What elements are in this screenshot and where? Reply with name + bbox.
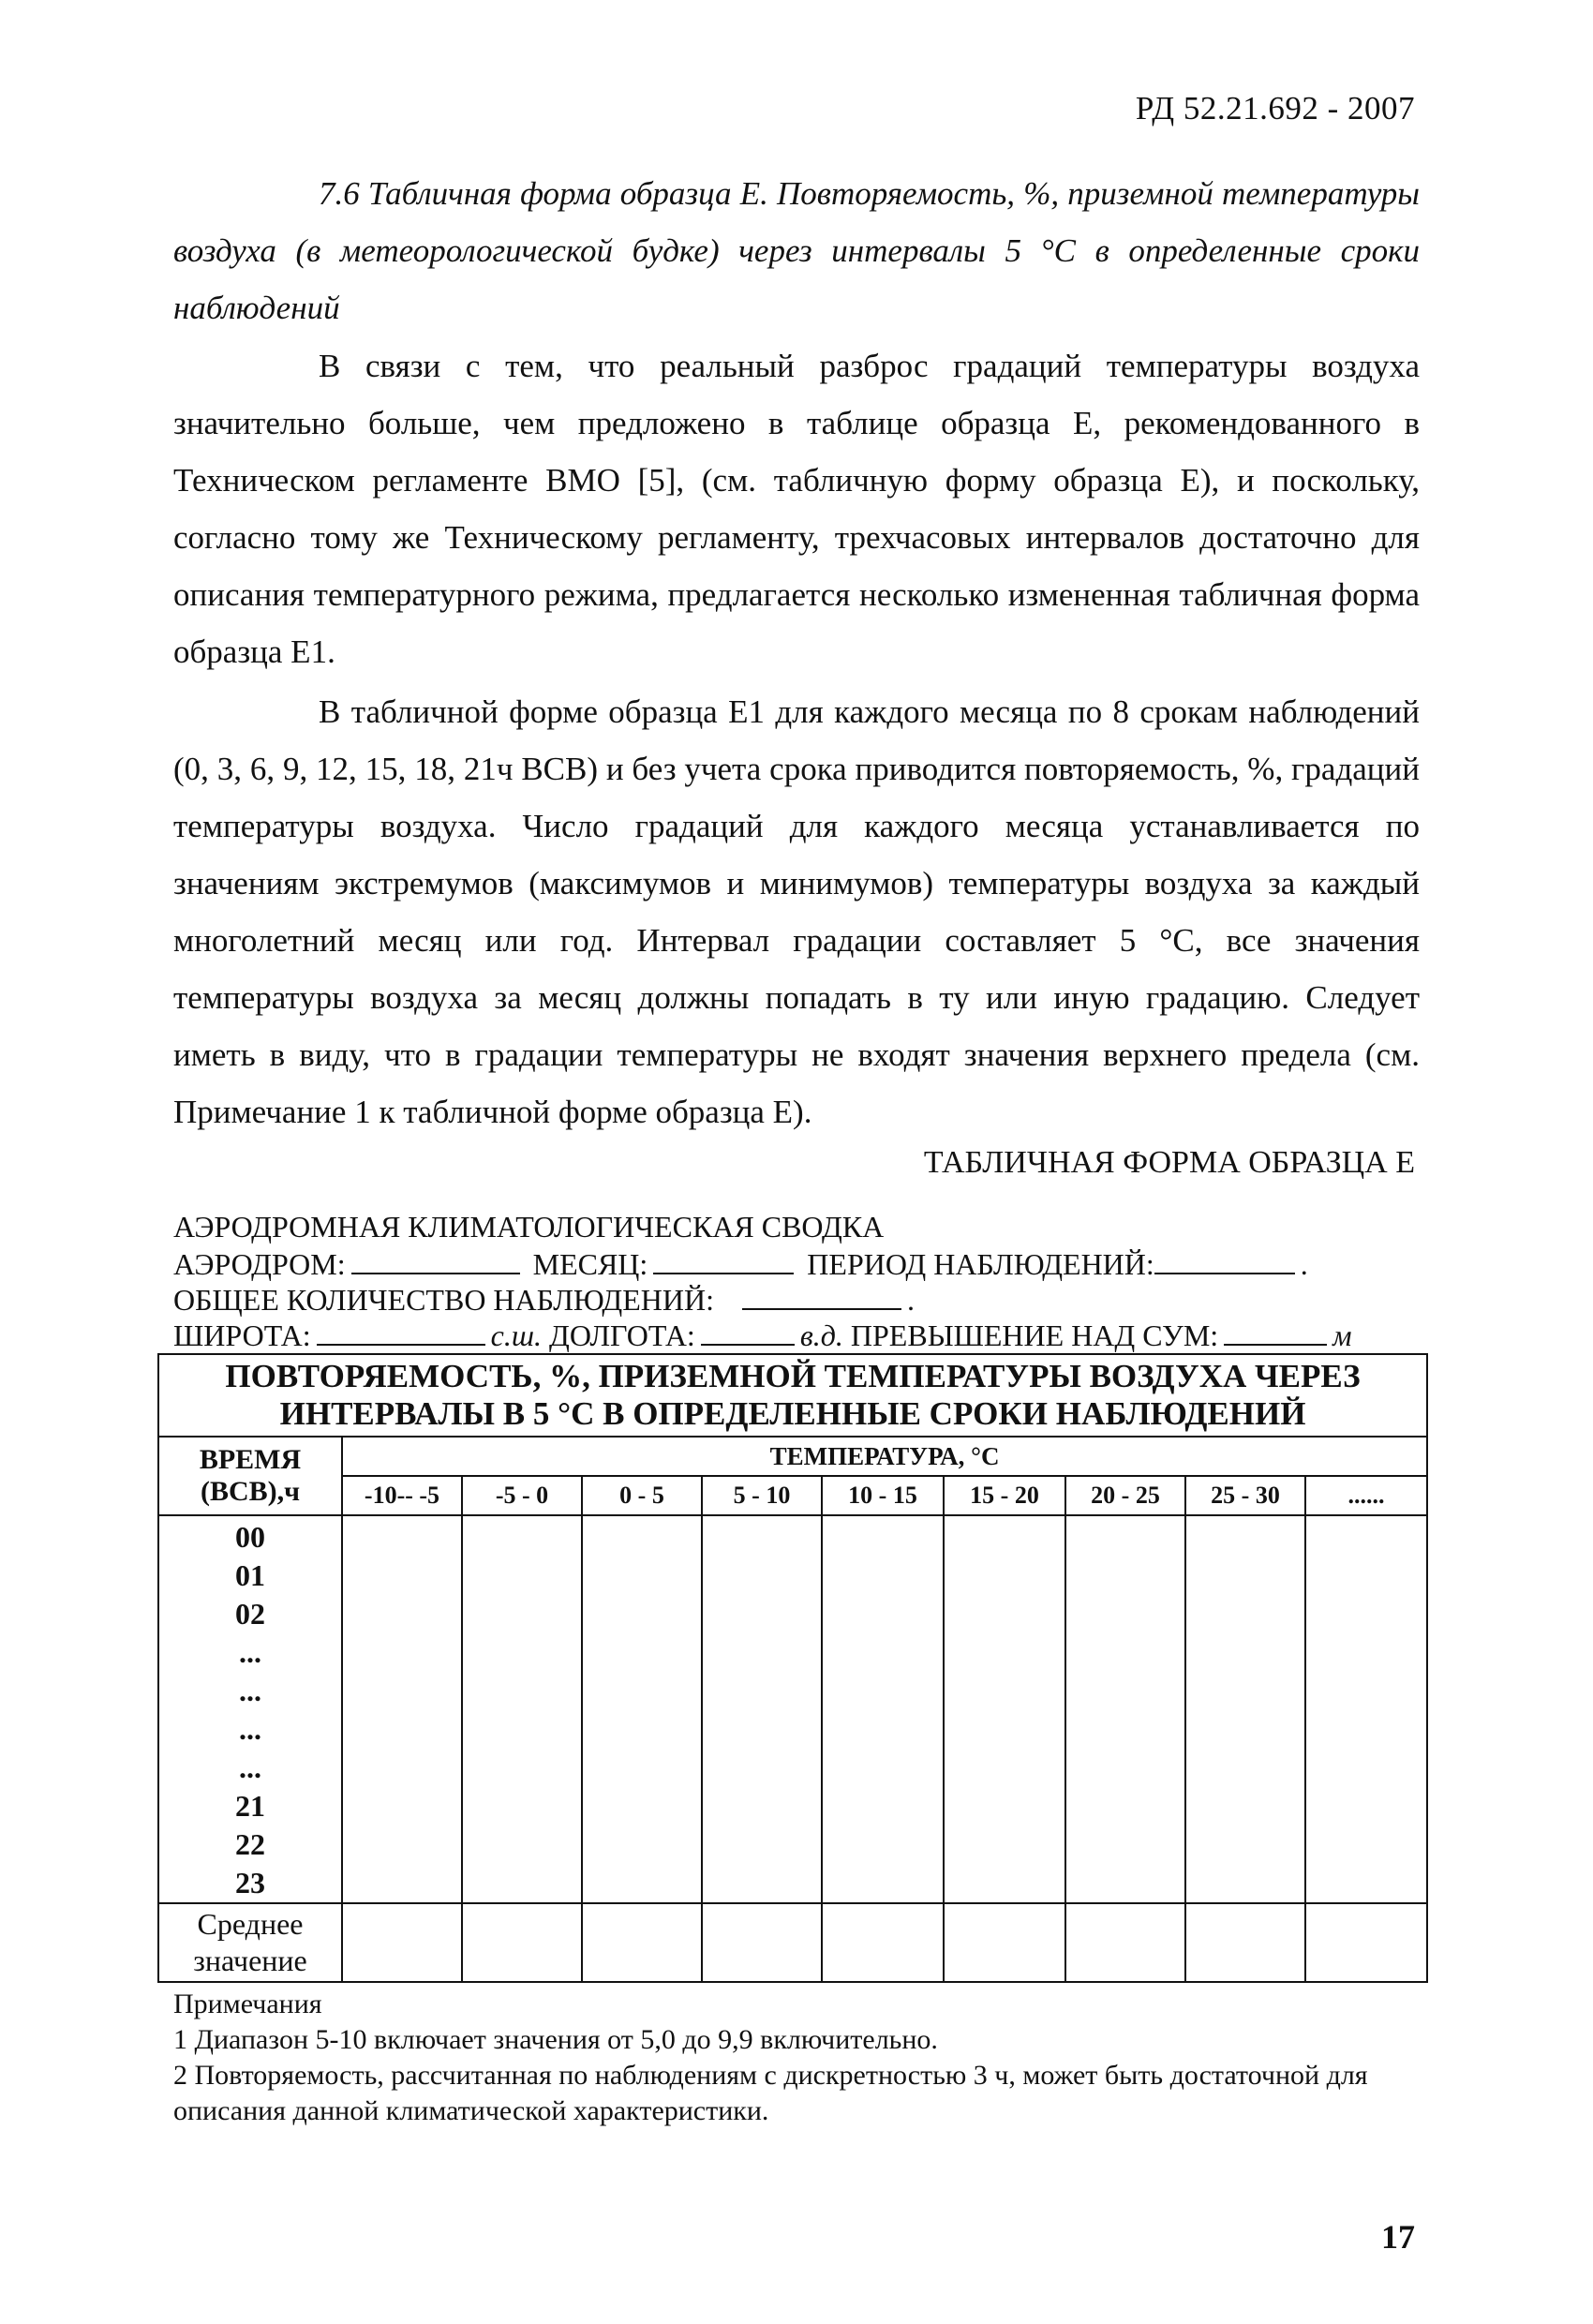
time-label: 01 <box>235 1558 265 1592</box>
aerodrome-label: АЭРОДРОМ: <box>173 1247 346 1281</box>
time-label: ... <box>239 1712 261 1746</box>
notes <box>173 1987 1429 2129</box>
frequency-table <box>157 1353 1428 1983</box>
aerodrome-line <box>173 1244 1424 1280</box>
period-end: . <box>1300 1247 1308 1281</box>
range-header: 15 - 20 <box>944 1476 1065 1515</box>
latitude-label: ШИРОТА: <box>173 1318 311 1352</box>
range-header: 25 - 30 <box>1185 1476 1305 1515</box>
period-label: ПЕРИОД НАБЛЮДЕНИЙ: <box>807 1247 1154 1281</box>
time-header-line2: (ВСВ),ч <box>200 1476 301 1507</box>
elevation-field[interactable] <box>1224 1316 1327 1346</box>
time-label: 23 <box>235 1866 265 1899</box>
time-header-line1: ВРЕМЯ <box>199 1444 302 1475</box>
time-label: 00 <box>235 1520 265 1554</box>
range-header: -10-- -5 <box>342 1476 462 1515</box>
note-2: 2 Повторяемость, рассчитанная по наблюдениям с дискретностью 3 ч, может быть достаточной для описания данной климатической характеристики. <box>173 2060 1368 2126</box>
time-list <box>158 1515 342 1903</box>
time-label: ... <box>239 1635 261 1669</box>
latitude-field[interactable] <box>317 1316 485 1346</box>
mean-cell[interactable] <box>1065 1903 1185 1982</box>
aerodrome-field[interactable] <box>351 1244 520 1274</box>
time-header <box>158 1437 342 1515</box>
longitude-unit: в.д. <box>799 1318 843 1352</box>
note-1: 1 Диапазон 5-10 включает значения от 5,0 до 9,9 включительно. <box>173 2024 938 2055</box>
data-cell[interactable] <box>822 1515 944 1903</box>
mean-cell[interactable] <box>944 1903 1065 1982</box>
data-cell[interactable] <box>582 1515 702 1903</box>
time-label: 02 <box>235 1597 265 1631</box>
data-cell[interactable] <box>342 1515 462 1903</box>
range-header: 0 - 5 <box>582 1476 702 1515</box>
mean-cell[interactable] <box>462 1903 582 1982</box>
range-header: -5 - 0 <box>462 1476 582 1515</box>
range-header: ...... <box>1305 1476 1427 1515</box>
mean-cell[interactable] <box>702 1903 822 1982</box>
data-cell[interactable] <box>702 1515 822 1903</box>
mean-cell[interactable] <box>342 1903 462 1982</box>
total-obs-field[interactable] <box>742 1280 901 1310</box>
total-obs-label: ОБЩЕЕ КОЛИЧЕСТВО НАБЛЮДЕНИЙ: <box>173 1283 714 1317</box>
summary-title: АЭРОДРОМНАЯ КЛИМАТОЛОГИЧЕСКАЯ СВОДКА <box>173 1210 885 1244</box>
data-cell[interactable] <box>1065 1515 1185 1903</box>
notes-title: Примечания <box>173 1989 322 2019</box>
section-heading: 7.6 Табличная форма образца Е. Повторяемость, %, приземной температуры воздуха (в метеорологической будке) через интервалы 5 °С в определенные сроки наблюдений <box>173 175 1420 326</box>
mean-cell[interactable] <box>1185 1903 1305 1982</box>
longitude-label: ДОЛГОТА: <box>549 1318 695 1352</box>
data-cell[interactable] <box>462 1515 582 1903</box>
coordinates-line <box>173 1316 1424 1351</box>
time-label: ... <box>239 1674 261 1707</box>
period-field[interactable] <box>1154 1244 1295 1274</box>
elevation-unit: м <box>1332 1318 1352 1352</box>
range-header: 20 - 25 <box>1065 1476 1185 1515</box>
longitude-field[interactable] <box>701 1316 795 1346</box>
elevation-label: ПРЕВЫШЕНИЕ НАД СУМ: <box>850 1318 1219 1352</box>
latitude-unit: с.ш. <box>490 1318 542 1352</box>
mean-label-line2: значение <box>193 1944 307 1977</box>
form-caption: ТАБЛИЧНАЯ ФОРМА ОБРАЗЦА Е <box>923 1145 1415 1180</box>
time-label: 22 <box>235 1827 265 1861</box>
form-header <box>173 1209 1424 1351</box>
page-number: 17 <box>1381 2218 1415 2256</box>
time-label: ... <box>239 1750 261 1784</box>
temperature-header: ТЕМПЕРАТУРА, °С <box>342 1437 1427 1476</box>
data-cell[interactable] <box>1305 1515 1427 1903</box>
data-cell[interactable] <box>944 1515 1065 1903</box>
mean-label-line1: Среднее <box>197 1907 304 1941</box>
document-code: РД 52.21.692 - 2007 <box>1135 90 1415 127</box>
paragraph-1: В связи с тем, что реальный разброс градаций температуры воздуха значительно больше, чем предложено в таблице образца Е, рекомендованного в Техническом регламенте ВМО [5], (см. табличную форму образца Е), и поскольку, согласно тому же Техническому регламенту, трехчасовых интервалов достаточно для описания температурного режима, предлагается несколько измененная табличная форма образца Е1. <box>173 348 1420 670</box>
total-obs-end: . <box>907 1283 915 1317</box>
paragraph-2: В табличной форме образца Е1 для каждого месяца по 8 срокам наблюдений (0, 3, 6, 9, 12, 15, 18, 21ч ВСВ) и без учета срока приводится повторяемость, %, градаций температуры воздуха. Число градаций для каждого месяца устанавливается по значениям экстремумов (максимумов и минимумов) температуры воздуха за каждый многолетний месяц или год. Интервал градации составляет 5 °С, все значения температуры воздуха за месяц должны попадать в ту или иную градацию. Следует иметь в виду, что в градации температуры не входят значения верхнего предела (см. Примечание 1 к табличной форме образца Е). <box>173 693 1420 1130</box>
range-header: 10 - 15 <box>822 1476 944 1515</box>
month-label: МЕСЯЦ: <box>532 1247 648 1281</box>
mean-cell[interactable] <box>1305 1903 1427 1982</box>
total-obs-line <box>173 1280 1424 1316</box>
mean-cell[interactable] <box>822 1903 944 1982</box>
month-field[interactable] <box>653 1244 794 1274</box>
time-label: 21 <box>235 1789 265 1823</box>
mean-row-label <box>158 1903 342 1982</box>
data-cell[interactable] <box>1185 1515 1305 1903</box>
range-header: 5 - 10 <box>702 1476 822 1515</box>
mean-cell[interactable] <box>582 1903 702 1982</box>
table-title: ПОВТОРЯЕМОСТЬ, %, ПРИЗЕМНОЙ ТЕМПЕРАТУРЫ ВОЗДУХА ЧЕРЕЗ ИНТЕРВАЛЫ В 5 °С В ОПРЕДЕЛЕННЫЕ СРОКИ НАБЛЮДЕНИЙ <box>158 1354 1427 1437</box>
